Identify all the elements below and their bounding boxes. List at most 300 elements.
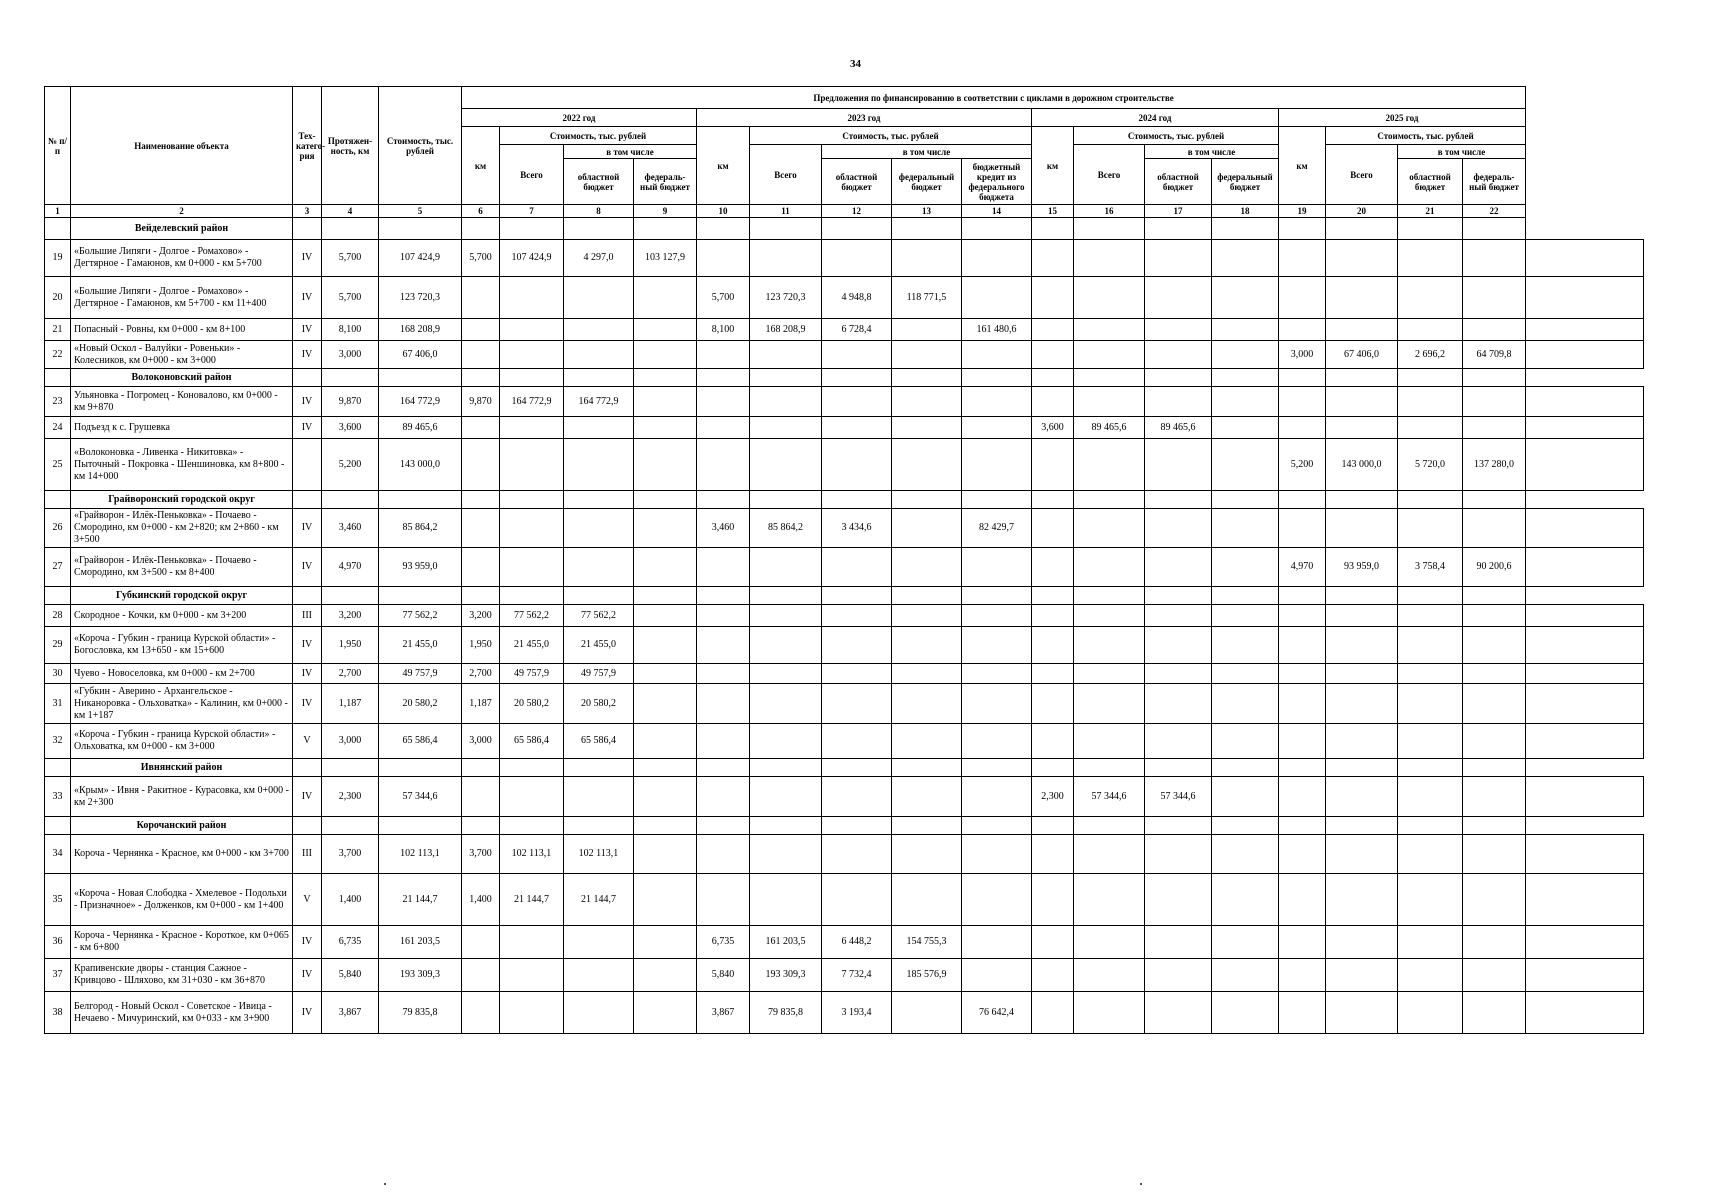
value-cell: 21 144,7 — [500, 874, 564, 926]
value-cell — [1398, 509, 1463, 548]
empty-cell — [462, 817, 500, 835]
value-cell — [892, 439, 962, 491]
row-number: 23 — [45, 387, 71, 417]
value-cell — [500, 439, 564, 491]
value-cell: 77 562,2 — [564, 605, 634, 627]
value-cell — [750, 387, 822, 417]
value-cell — [892, 341, 962, 369]
value-cell — [1526, 240, 1644, 277]
value-cell — [1463, 684, 1526, 724]
value-cell — [1279, 724, 1326, 759]
value-cell — [1145, 439, 1212, 491]
value-cell — [1279, 777, 1326, 817]
value-cell — [1032, 724, 1074, 759]
value-cell: 168 208,9 — [750, 319, 822, 341]
empty-cell — [1326, 491, 1398, 509]
table-row — [45, 684, 1644, 724]
value-cell — [1398, 992, 1463, 1034]
empty-cell — [322, 759, 379, 777]
value-cell — [1279, 835, 1326, 874]
empty-cell — [1074, 587, 1145, 605]
value-cell — [1074, 627, 1145, 664]
section-empty-cell — [45, 817, 71, 835]
value-cell — [1463, 277, 1526, 319]
empty-cell — [962, 759, 1032, 777]
length-km: 3,200 — [322, 605, 379, 627]
value-cell — [1074, 387, 1145, 417]
total-cost: 93 959,0 — [379, 548, 462, 587]
value-cell — [1463, 509, 1526, 548]
empty-cell — [1398, 587, 1463, 605]
column-number-row — [45, 205, 1644, 218]
value-cell — [1326, 684, 1398, 724]
value-cell: 3 434,6 — [822, 509, 892, 548]
value-cell — [1526, 319, 1644, 341]
value-cell: 3,000 — [462, 724, 500, 759]
tech-category: IV — [293, 959, 322, 992]
page-number: 34 — [850, 58, 861, 70]
section-empty-cell — [45, 369, 71, 387]
value-cell — [1398, 664, 1463, 684]
length-km: 3,867 — [322, 992, 379, 1034]
value-cell: 4,970 — [1279, 548, 1326, 587]
value-cell — [564, 777, 634, 817]
empty-cell — [500, 369, 564, 387]
length-km: 1,187 — [322, 684, 379, 724]
length-km: 5,700 — [322, 240, 379, 277]
empty-cell — [1145, 759, 1212, 777]
value-cell — [750, 439, 822, 491]
scan-speck — [384, 1183, 386, 1185]
value-cell — [962, 627, 1032, 664]
value-cell — [1326, 509, 1398, 548]
value-cell — [1463, 874, 1526, 926]
empty-cell — [1074, 817, 1145, 835]
value-cell — [1279, 509, 1326, 548]
length-km: 5,700 — [322, 277, 379, 319]
value-cell — [1326, 605, 1398, 627]
value-cell — [564, 341, 634, 369]
tech-category: IV — [293, 992, 322, 1034]
value-cell — [697, 417, 750, 439]
value-cell — [822, 387, 892, 417]
table-body — [45, 218, 1644, 1034]
value-cell — [892, 664, 962, 684]
value-cell: 5 720,0 — [1398, 439, 1463, 491]
empty-cell — [962, 587, 1032, 605]
empty-cell — [379, 491, 462, 509]
value-cell — [1145, 835, 1212, 874]
value-cell — [750, 341, 822, 369]
length-km: 1,950 — [322, 627, 379, 664]
section-row — [45, 817, 1644, 835]
value-cell — [1074, 509, 1145, 548]
value-cell — [697, 874, 750, 926]
total-cost: 164 772,9 — [379, 387, 462, 417]
empty-cell — [1279, 491, 1326, 509]
value-cell: 2,300 — [1032, 777, 1074, 817]
value-cell — [1074, 277, 1145, 319]
value-cell — [634, 341, 697, 369]
value-cell — [1032, 439, 1074, 491]
empty-cell — [750, 218, 822, 240]
value-cell — [634, 319, 697, 341]
value-cell — [1074, 684, 1145, 724]
value-cell — [750, 684, 822, 724]
empty-cell — [293, 817, 322, 835]
value-cell — [697, 627, 750, 664]
value-cell — [1074, 240, 1145, 277]
empty-cell — [1279, 759, 1326, 777]
value-cell — [1279, 277, 1326, 319]
object-name: «Большие Липяги - Долгое - Ромахово» - Дегтярное - Гамаюнов, км 0+000 - км 5+700 — [71, 240, 293, 277]
value-cell — [634, 387, 697, 417]
value-cell — [1074, 439, 1145, 491]
value-cell — [1526, 684, 1644, 724]
section-row — [45, 491, 1644, 509]
empty-cell — [1145, 817, 1212, 835]
value-cell — [1032, 605, 1074, 627]
value-cell — [1145, 992, 1212, 1034]
object-name: «Новый Оскол - Валуйки - Ровеньки» - Колесников, км 0+000 - км 3+000 — [71, 341, 293, 369]
value-cell — [1074, 664, 1145, 684]
empty-cell — [1212, 369, 1279, 387]
value-cell — [1526, 417, 1644, 439]
empty-cell — [1463, 218, 1526, 240]
value-cell — [962, 277, 1032, 319]
value-cell — [750, 835, 822, 874]
value-cell: 8,100 — [697, 319, 750, 341]
header-cost-group-2023: Стоимость, тыс. рублей — [750, 127, 1032, 145]
empty-cell — [293, 218, 322, 240]
empty-cell — [1032, 759, 1074, 777]
empty-cell — [379, 817, 462, 835]
scan-speck — [1140, 1183, 1142, 1185]
tech-category: IV — [293, 684, 322, 724]
value-cell: 154 755,3 — [892, 926, 962, 959]
value-cell — [750, 605, 822, 627]
empty-cell — [634, 491, 697, 509]
value-cell — [1279, 992, 1326, 1034]
empty-cell — [564, 817, 634, 835]
value-cell — [1032, 959, 1074, 992]
header-cost-group-2022: Стоимость, тыс. рублей — [500, 127, 697, 145]
total-cost: 161 203,5 — [379, 926, 462, 959]
empty-cell — [1326, 759, 1398, 777]
empty-cell — [1032, 817, 1074, 835]
row-number: 24 — [45, 417, 71, 439]
value-cell — [500, 319, 564, 341]
value-cell — [1326, 319, 1398, 341]
value-cell — [1212, 926, 1279, 959]
total-cost: 21 144,7 — [379, 874, 462, 926]
value-cell — [697, 387, 750, 417]
header-km-2025: км — [1279, 127, 1326, 205]
empty-cell — [1212, 759, 1279, 777]
table-row — [45, 959, 1644, 992]
empty-cell — [1074, 759, 1145, 777]
empty-cell — [750, 369, 822, 387]
value-cell — [822, 417, 892, 439]
row-number: 38 — [45, 992, 71, 1034]
value-cell: 1,187 — [462, 684, 500, 724]
value-cell — [1398, 319, 1463, 341]
value-cell: 2 696,2 — [1398, 341, 1463, 369]
empty-cell — [822, 817, 892, 835]
length-km: 3,700 — [322, 835, 379, 874]
header-total-2023: Всего — [750, 145, 822, 205]
value-cell — [892, 627, 962, 664]
value-cell — [697, 724, 750, 759]
value-cell — [1212, 959, 1279, 992]
header-regional-2025: областной бюджет — [1398, 159, 1463, 205]
value-cell — [1145, 627, 1212, 664]
empty-cell — [500, 817, 564, 835]
value-cell — [1326, 417, 1398, 439]
value-cell — [1463, 319, 1526, 341]
value-cell — [697, 835, 750, 874]
total-cost: 49 757,9 — [379, 664, 462, 684]
value-cell — [1145, 664, 1212, 684]
empty-cell — [1212, 587, 1279, 605]
header-including-2025: в том числе — [1398, 145, 1526, 159]
value-cell: 185 576,9 — [892, 959, 962, 992]
value-cell — [1212, 605, 1279, 627]
object-name: «Грайворон - Илёк-Пеньковка» - Почаево - Смородино, км 0+000 - км 2+820; км 2+860 - км 3+500 — [71, 509, 293, 548]
value-cell — [1326, 835, 1398, 874]
value-cell — [634, 605, 697, 627]
value-cell — [1145, 277, 1212, 319]
value-cell — [1398, 387, 1463, 417]
empty-cell — [1326, 369, 1398, 387]
row-number: 31 — [45, 684, 71, 724]
length-km: 2,700 — [322, 664, 379, 684]
value-cell — [750, 240, 822, 277]
table-row — [45, 277, 1644, 319]
empty-cell — [322, 817, 379, 835]
value-cell — [1212, 684, 1279, 724]
empty-cell — [892, 491, 962, 509]
value-cell: 102 113,1 — [564, 835, 634, 874]
value-cell — [1398, 417, 1463, 439]
value-cell — [1074, 874, 1145, 926]
value-cell — [1526, 277, 1644, 319]
value-cell — [1212, 509, 1279, 548]
value-cell — [1145, 724, 1212, 759]
value-cell — [962, 240, 1032, 277]
value-cell — [892, 874, 962, 926]
value-cell: 5,700 — [462, 240, 500, 277]
header-federal-2025: федераль- ный бюджет — [1463, 159, 1526, 205]
total-cost: 65 586,4 — [379, 724, 462, 759]
value-cell — [462, 548, 500, 587]
value-cell — [1326, 959, 1398, 992]
value-cell — [462, 417, 500, 439]
value-cell — [822, 724, 892, 759]
value-cell: 89 465,6 — [1145, 417, 1212, 439]
value-cell — [564, 548, 634, 587]
column-number: 9 — [634, 205, 697, 218]
object-name: «Крым» - Ивня - Ракитное - Курасовка, км 0+000 - км 2+300 — [71, 777, 293, 817]
value-cell — [1398, 605, 1463, 627]
value-cell — [892, 417, 962, 439]
value-cell — [1212, 627, 1279, 664]
value-cell — [1463, 926, 1526, 959]
header-year-2025: 2025 год — [1279, 109, 1526, 127]
length-km: 3,460 — [322, 509, 379, 548]
value-cell: 93 959,0 — [1326, 548, 1398, 587]
length-km: 3,000 — [322, 341, 379, 369]
total-cost: 67 406,0 — [379, 341, 462, 369]
value-cell — [564, 277, 634, 319]
length-km: 9,870 — [322, 387, 379, 417]
value-cell — [822, 605, 892, 627]
header-length: Протяжен- ность, км — [322, 87, 379, 205]
empty-cell — [1074, 369, 1145, 387]
value-cell — [1526, 926, 1644, 959]
value-cell — [1326, 277, 1398, 319]
empty-cell — [1463, 491, 1526, 509]
object-name: «Большие Липяги - Долгое - Ромахово» - Дегтярное - Гамаюнов, км 5+700 - км 11+400 — [71, 277, 293, 319]
empty-cell — [750, 491, 822, 509]
value-cell — [1526, 992, 1644, 1034]
empty-cell — [750, 587, 822, 605]
value-cell — [1463, 777, 1526, 817]
empty-cell — [379, 587, 462, 605]
header-federal-2022: федераль- ный бюджет — [634, 159, 697, 205]
empty-cell — [634, 369, 697, 387]
value-cell: 6 728,4 — [822, 319, 892, 341]
value-cell — [634, 724, 697, 759]
empty-cell — [634, 587, 697, 605]
empty-cell — [322, 369, 379, 387]
value-cell — [1279, 684, 1326, 724]
table-row — [45, 605, 1644, 627]
empty-cell — [750, 817, 822, 835]
empty-cell — [892, 369, 962, 387]
header-regional-2023: областной бюджет — [822, 159, 892, 205]
empty-cell — [1212, 218, 1279, 240]
value-cell — [1145, 341, 1212, 369]
header-km-2022: км — [462, 127, 500, 205]
value-cell — [500, 926, 564, 959]
header-federal-2024: федеральный бюджет — [1212, 159, 1279, 205]
value-cell — [1526, 605, 1644, 627]
value-cell — [1145, 684, 1212, 724]
value-cell — [634, 509, 697, 548]
value-cell: 85 864,2 — [750, 509, 822, 548]
empty-cell — [892, 817, 962, 835]
empty-cell — [1463, 369, 1526, 387]
value-cell: 79 835,8 — [750, 992, 822, 1034]
tech-category — [293, 439, 322, 491]
row-number: 30 — [45, 664, 71, 684]
object-name: Крапивенские дворы - станция Сажное - Кривцово - Шляхово, км 31+030 - км 36+870 — [71, 959, 293, 992]
value-cell — [892, 835, 962, 874]
empty-cell — [462, 759, 500, 777]
empty-cell — [750, 759, 822, 777]
value-cell — [750, 548, 822, 587]
value-cell — [892, 240, 962, 277]
value-cell — [634, 926, 697, 959]
value-cell: 9,870 — [462, 387, 500, 417]
value-cell: 77 562,2 — [500, 605, 564, 627]
tech-category: IV — [293, 341, 322, 369]
value-cell — [1212, 874, 1279, 926]
value-cell — [822, 439, 892, 491]
value-cell — [634, 835, 697, 874]
table-row — [45, 992, 1644, 1034]
value-cell — [1212, 417, 1279, 439]
value-cell — [1398, 684, 1463, 724]
empty-cell — [1463, 759, 1526, 777]
column-number: 18 — [1212, 205, 1279, 218]
value-cell — [500, 277, 564, 319]
row-number: 25 — [45, 439, 71, 491]
value-cell — [962, 724, 1032, 759]
value-cell — [1145, 959, 1212, 992]
value-cell: 76 642,4 — [962, 992, 1032, 1034]
empty-cell — [500, 587, 564, 605]
value-cell — [1526, 835, 1644, 874]
empty-cell — [1212, 817, 1279, 835]
header-regional-2024: областной бюджет — [1145, 159, 1212, 205]
empty-cell — [293, 587, 322, 605]
value-cell: 4 297,0 — [564, 240, 634, 277]
empty-cell — [1398, 759, 1463, 777]
length-km: 2,300 — [322, 777, 379, 817]
value-cell — [1463, 387, 1526, 417]
object-name: «Волоконовка - Ливенка - Никитовка» - Пыточный - Покровка - Шеншиновка, км 8+800 - км 14+000 — [71, 439, 293, 491]
tech-category: IV — [293, 548, 322, 587]
header-total-2022: Всего — [500, 145, 564, 205]
row-number: 34 — [45, 835, 71, 874]
value-cell — [462, 509, 500, 548]
empty-cell — [1279, 218, 1326, 240]
object-name: Короча - Чернянка - Красное - Короткое, км 0+065 - км 6+800 — [71, 926, 293, 959]
value-cell: 3,700 — [462, 835, 500, 874]
value-cell: 107 424,9 — [500, 240, 564, 277]
value-cell — [892, 605, 962, 627]
row-number: 36 — [45, 926, 71, 959]
value-cell: 90 200,6 — [1463, 548, 1526, 587]
financing-table — [44, 86, 1644, 1034]
value-cell — [1074, 605, 1145, 627]
value-cell — [1326, 874, 1398, 926]
header-no: № п/п — [45, 87, 71, 205]
empty-cell — [822, 587, 892, 605]
value-cell: 64 709,8 — [1463, 341, 1526, 369]
object-name: Попасный - Ровны, км 0+000 - км 8+100 — [71, 319, 293, 341]
value-cell — [1032, 926, 1074, 959]
value-cell — [1145, 509, 1212, 548]
column-number: 16 — [1074, 205, 1145, 218]
value-cell — [697, 548, 750, 587]
value-cell — [1279, 627, 1326, 664]
object-name: Ульяновка - Погромец - Коновалово, км 0+000 - км 9+870 — [71, 387, 293, 417]
empty-cell — [892, 218, 962, 240]
total-cost: 102 113,1 — [379, 835, 462, 874]
value-cell — [1463, 627, 1526, 664]
value-cell — [892, 777, 962, 817]
value-cell: 143 000,0 — [1326, 439, 1398, 491]
value-cell — [1398, 724, 1463, 759]
empty-cell — [379, 759, 462, 777]
column-number: 1 — [45, 205, 71, 218]
value-cell — [1526, 439, 1644, 491]
value-cell: 123 720,3 — [750, 277, 822, 319]
value-cell — [1032, 387, 1074, 417]
